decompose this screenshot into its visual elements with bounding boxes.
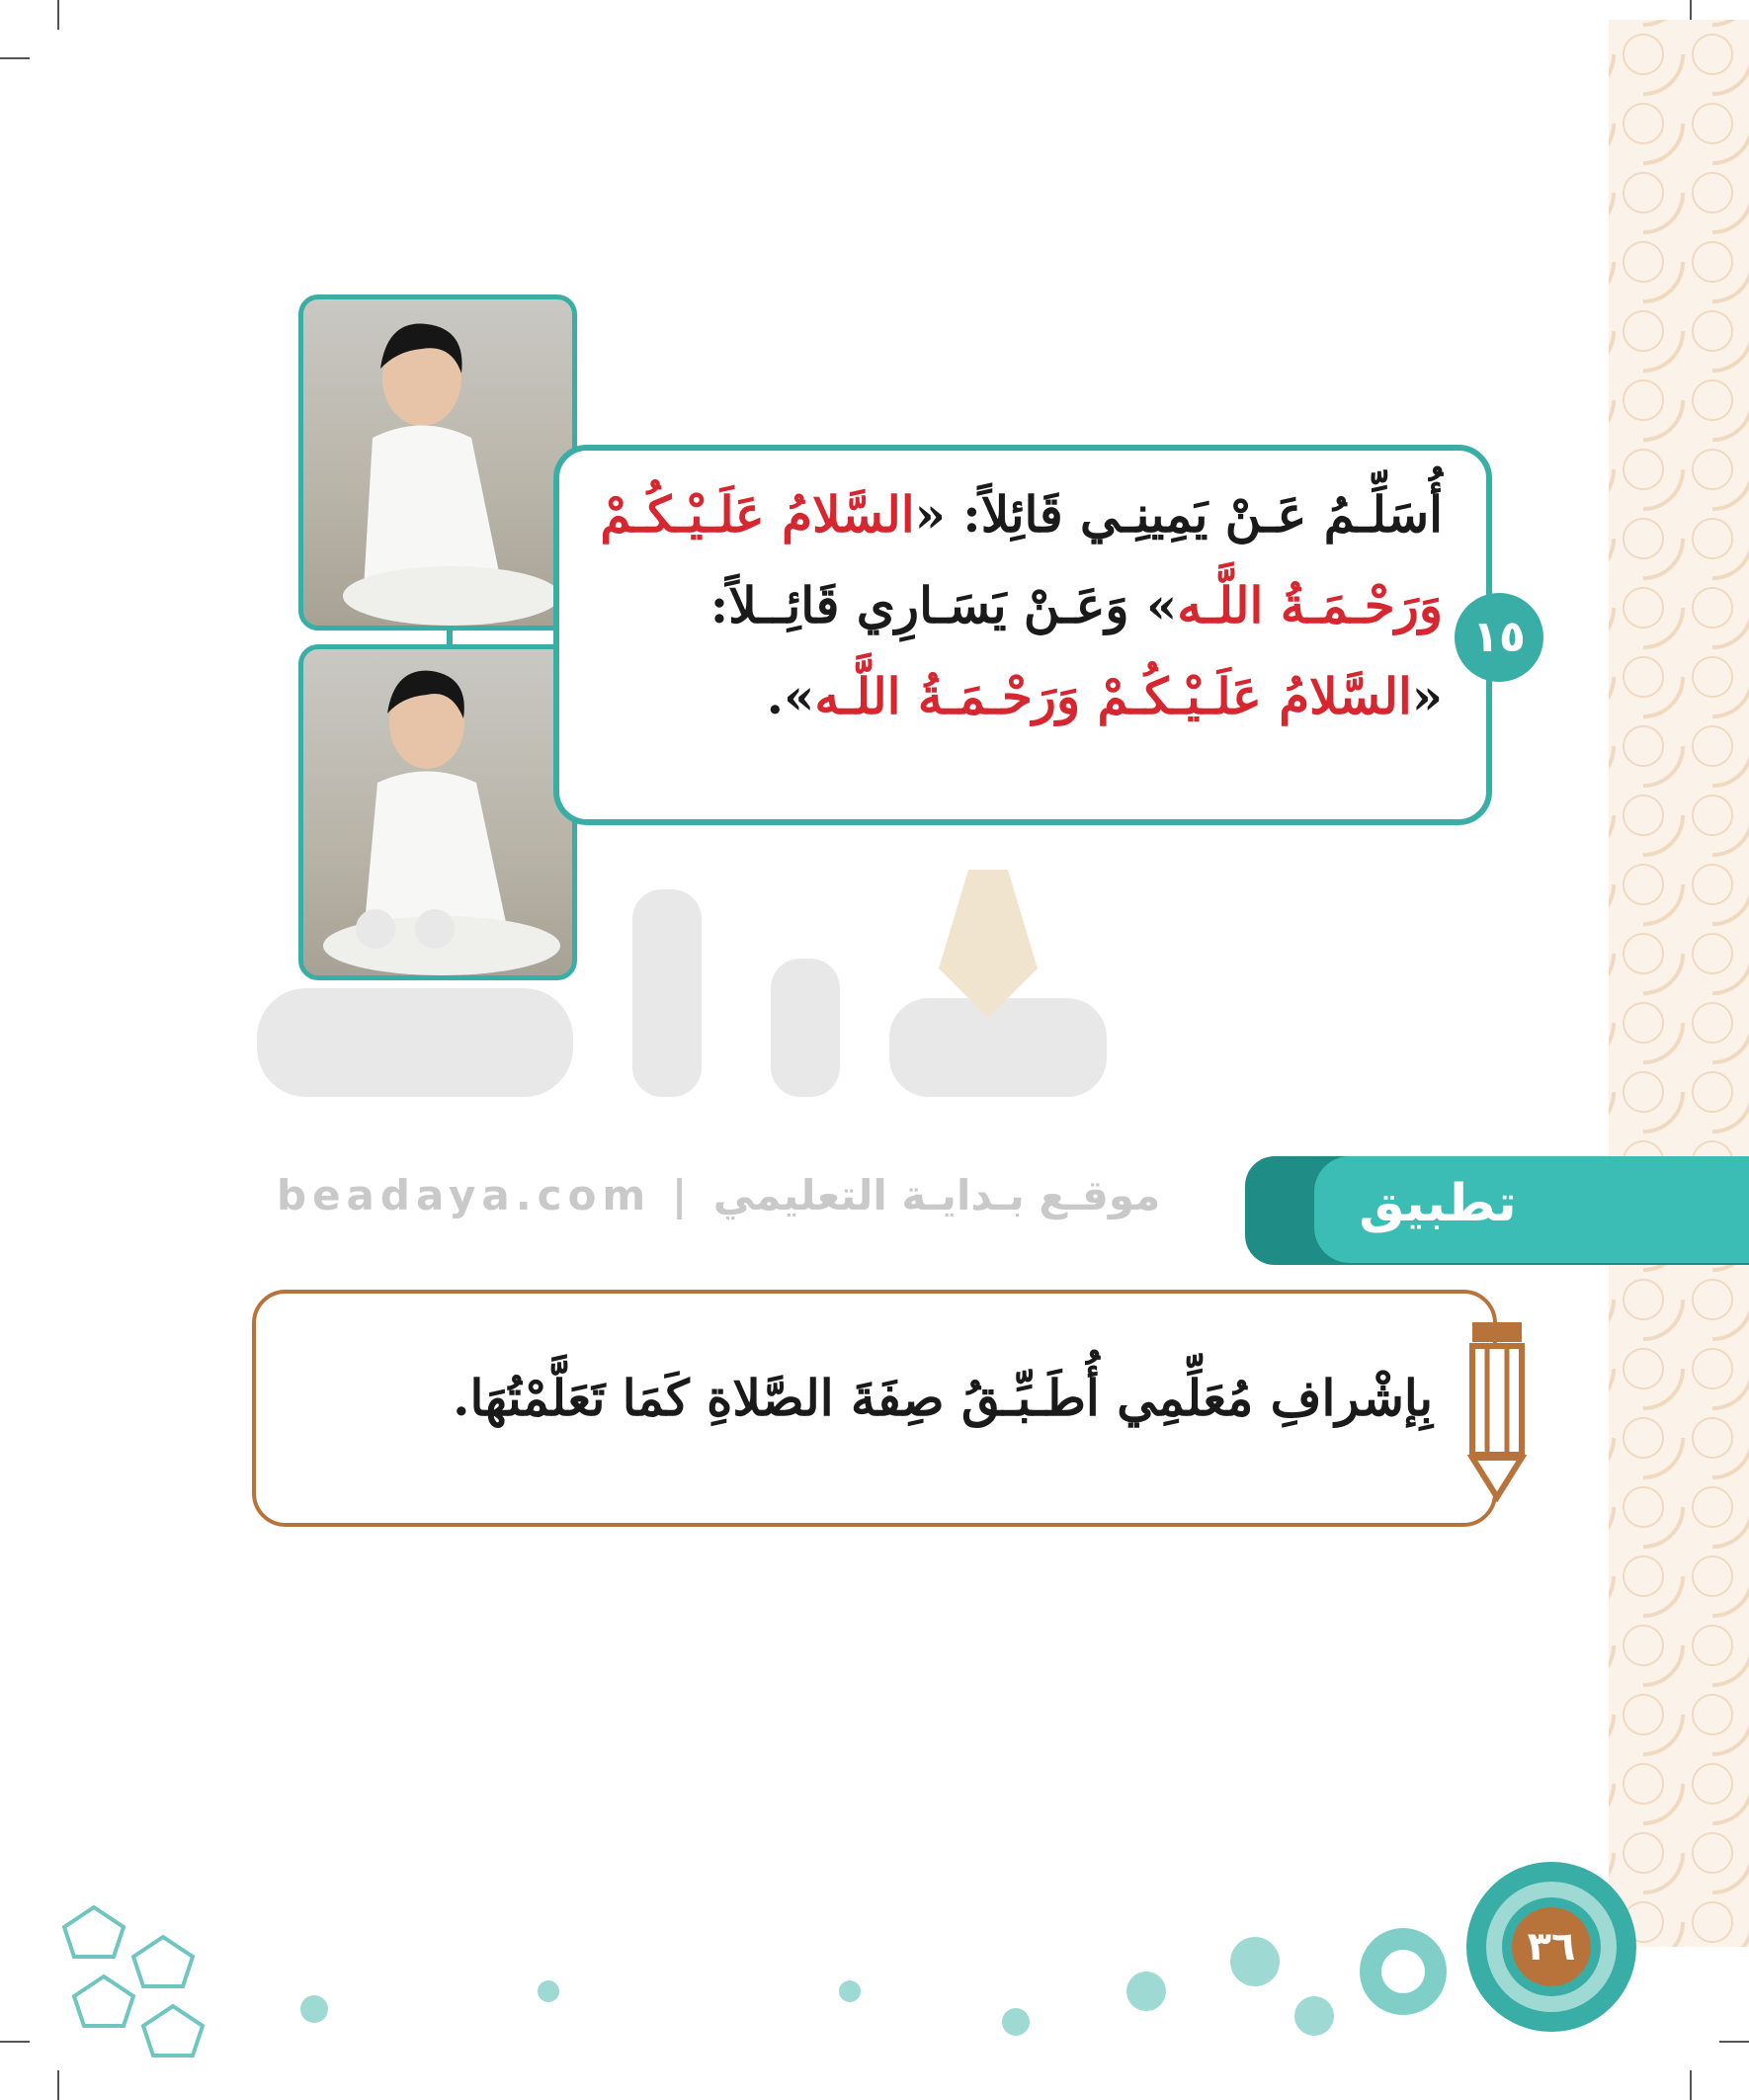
side-ornament-pattern — [1609, 20, 1749, 1947]
application-heading: تطبيق — [1359, 1174, 1517, 1233]
watermark-logo — [257, 850, 1146, 1146]
activity-text: بِإشْرافِ مُعَلِّمِي أُطَـبِّـقُ صِفَةَ الصَّلاةِ كَمَا تَعَلَّمْتُهَا. — [453, 1369, 1433, 1427]
flower-ornament — [835, 1976, 865, 2006]
step-text-quote: السَّلامُ عَلَـيْـكُـمْ وَرَحْـمَـةُ اللَّـه — [600, 485, 1443, 634]
step-text-quote: السَّلامُ عَلَـيْـكُـمْ وَرَحْـمَـةُ اللَّـه — [814, 667, 1412, 725]
pencil-icon — [1462, 1314, 1532, 1502]
step-text-end: ». — [766, 667, 815, 725]
flower-ornament — [1225, 1932, 1285, 1991]
crop-mark — [0, 2041, 30, 2043]
flower-ornament — [296, 1991, 332, 2027]
crop-mark — [57, 0, 59, 30]
corner-geometric-ornament — [54, 1897, 222, 2075]
step-number-badge: ١٥ — [1455, 593, 1543, 682]
step-text-part: أُسَلِّـمُ عَـنْ يَمِينِـي قَائِلاً: « — [914, 485, 1443, 544]
crop-mark — [1719, 2041, 1749, 2043]
flower-ornament — [534, 1976, 563, 2006]
step-text — [593, 469, 1443, 742]
flower-ornament — [1122, 1967, 1171, 2016]
step-text-part: » وَعَـنْ يَسَـارِي قَائِــلاً: « — [709, 576, 1443, 725]
flower-ornament — [1290, 1991, 1339, 2041]
page-number: ٣٦ — [1512, 1907, 1591, 1986]
photo-boy-looking-right — [298, 294, 577, 630]
crop-mark — [0, 57, 30, 59]
flower-ornament — [1354, 1922, 1453, 2021]
flower-ornament — [998, 2004, 1034, 2040]
watermark-site-text: beadaya.com | موقـع بـدايـة التعليمي — [277, 1171, 1161, 1219]
crop-mark — [1690, 2070, 1692, 2100]
